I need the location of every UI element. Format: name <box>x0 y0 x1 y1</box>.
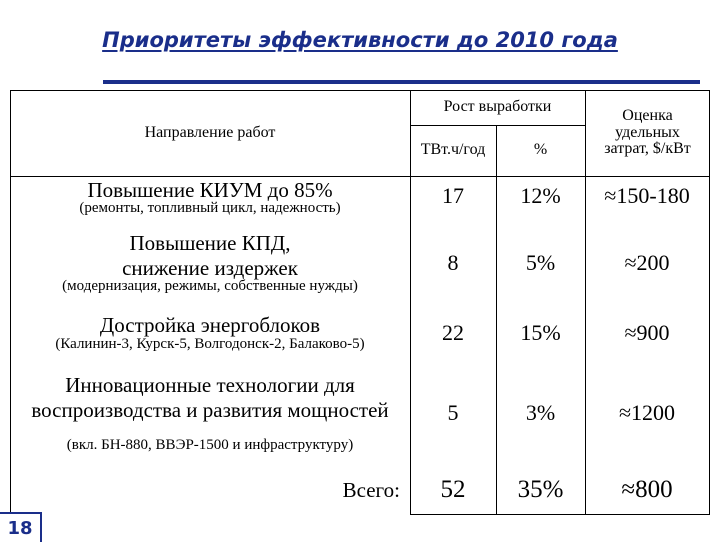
table-right-border <box>709 90 710 515</box>
row-twh: 8 <box>447 249 459 275</box>
row-twh: 17 <box>442 183 464 209</box>
row-cost: ≈1200 <box>618 400 676 426</box>
header-cost: Оценка удельных затрат, $/кВт <box>604 106 691 158</box>
row-title: Достройка энергоблоков <box>99 313 321 337</box>
row-subtitle: (модернизация, режимы, собственные нужды) <box>62 278 358 294</box>
row-cost: ≈200 <box>624 249 670 275</box>
row-twh: 5 <box>447 400 459 426</box>
total-percent: 35% <box>517 475 564 503</box>
row-cost: ≈150-180 <box>604 183 690 209</box>
row-percent: 15% <box>520 319 561 345</box>
page-number: 18 <box>0 512 42 542</box>
header-direction: Направление работ <box>144 123 276 141</box>
row-subtitle: (ремонты, топливный цикл, надежность) <box>79 200 341 216</box>
row-subtitle: (Калинин-3, Курск-5, Волгодонск-2, Балаково-5) <box>55 336 365 352</box>
header-twh: ТВт.ч/год <box>420 141 486 159</box>
page-title: Приоритеты эффективности до 2010 года <box>102 28 618 52</box>
row-percent: 12% <box>520 183 561 209</box>
row-percent: 5% <box>525 249 556 275</box>
total-twh: 52 <box>440 475 466 503</box>
row-title: Повышение КИУМ до 85% <box>87 178 333 202</box>
row-subtitle: (вкл. БН-880, ВВЭР-1500 и инфраструктуру) <box>66 437 354 453</box>
header-growth: Рост выработки <box>443 98 552 116</box>
row-title: Инновационные технологии для воспроизводства и развития мощностей <box>31 373 389 422</box>
priorities-table <box>10 90 710 515</box>
col-divider-cost <box>585 90 586 515</box>
row-title: Повышение КПД, снижение издержек <box>122 231 298 280</box>
row-percent: 3% <box>525 400 556 426</box>
row-twh: 22 <box>442 319 464 345</box>
header-percent: % <box>533 141 548 159</box>
title-rule <box>103 80 700 84</box>
total-label: Всего: <box>342 477 400 502</box>
table-bottom-border <box>410 514 710 515</box>
row-cost: ≈900 <box>624 319 670 345</box>
total-cost: ≈800 <box>621 475 673 503</box>
